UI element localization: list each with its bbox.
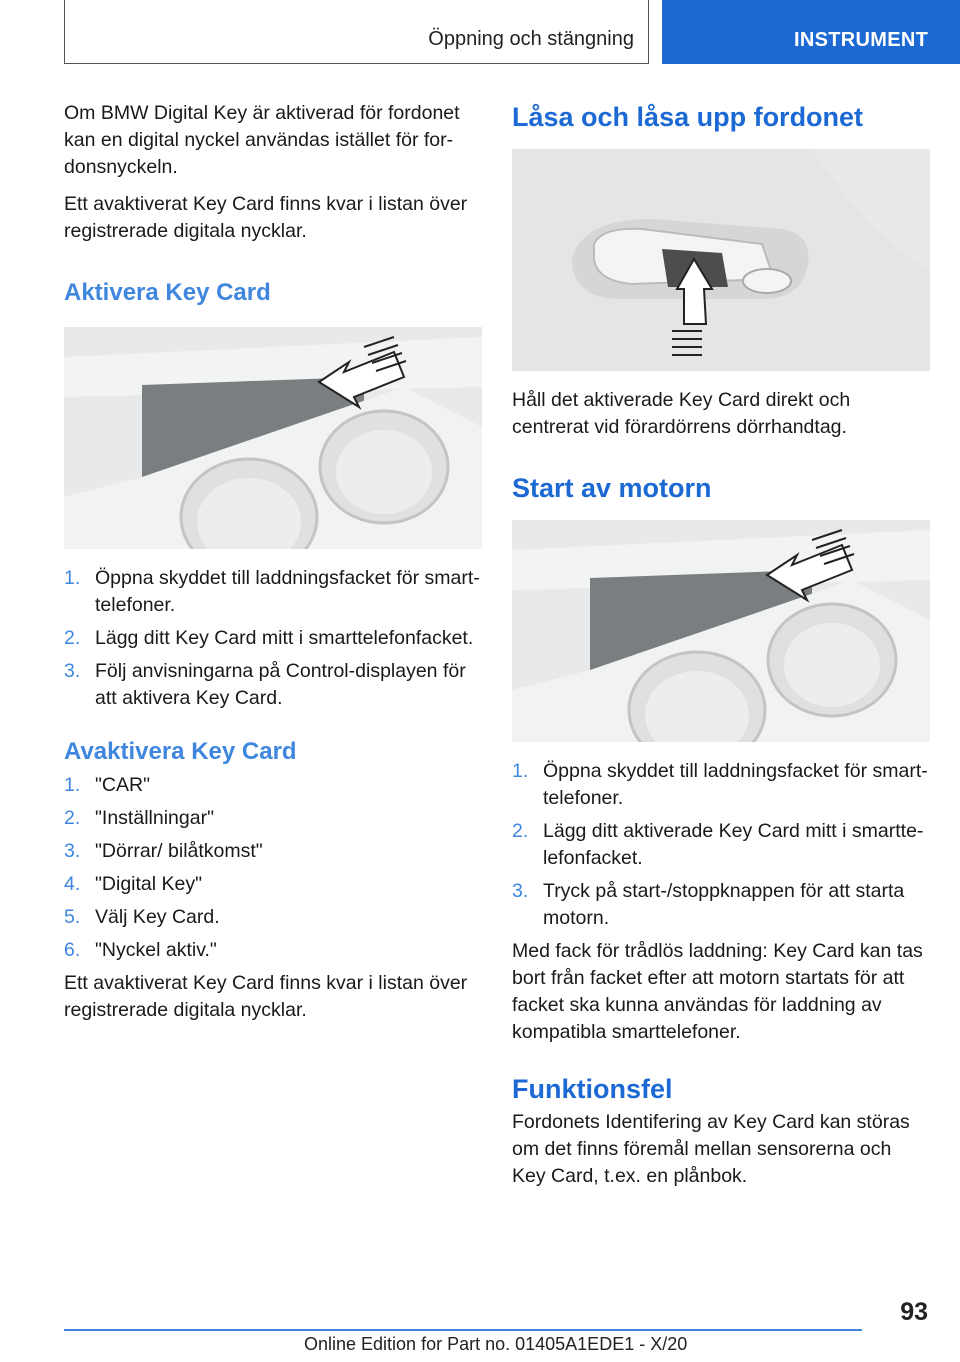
header-section-tab — [64, 0, 649, 64]
list-item: 6. "Nyckel aktiv." — [64, 939, 217, 961]
footer-edition: Online Edition for Part no. 01405A1EDE1 - X/20 — [304, 1334, 688, 1354]
outro-paragraph: Ett avaktiverat Key Card finns kvar i listan över registrerade digitala nycklar. — [64, 972, 468, 1021]
list-item: 1. "CAR" — [64, 774, 151, 796]
header-chapter-tab: INSTRUMENT — [662, 0, 960, 64]
header-section-title: Öppning och stängning — [428, 28, 634, 50]
right-column — [512, 100, 930, 1200]
list-item: 3. "Dörrar/ bilåtkomst" — [64, 840, 263, 862]
start-heading: Start av motorn — [512, 473, 712, 503]
list-item: 1. Öppna skyddet till laddningsfacket för smarttelefoner. — [64, 567, 480, 616]
list-item: 3. Följ anvisningarna på Control-displayen för att aktivera Key Card. — [64, 660, 466, 709]
list-item: 4. "Digital Key" — [64, 873, 203, 895]
intro-paragraph-2: Ett avaktiverat Key Card finns kvar i listan över registrerade digitala nycklar. — [64, 193, 468, 242]
start-note: Med fack för trådlös laddning: Key Card kan tas bort från facket efter att motorn startats för att facket ska kunna användas för laddning av kompatibla smarttelefoner. — [512, 940, 923, 1043]
page-number: 93 — [900, 1298, 928, 1326]
footer-divider — [64, 1329, 862, 1331]
deactivate-heading: Avaktivera Key Card — [64, 738, 297, 765]
list-item: 2. Lägg ditt aktiverade Key Card mitt i smarttelefonfacket. — [512, 820, 924, 869]
list-item: 3. Tryck på start-/stoppknappen för att starta motorn. — [512, 880, 905, 929]
activate-steps — [64, 565, 482, 712]
lock-paragraph: Håll det aktiverade Key Card direkt och centrerat vid förardörrens dörrhandtag. — [512, 389, 851, 438]
lock-heading: Låsa och låsa upp fordonet — [512, 102, 864, 132]
list-item: 1. Öppna skyddet till laddningsfacket för smarttelefoner. — [512, 760, 928, 809]
fault-paragraph: Fordonets Identifering av Key Card kan störas om det finns föremål mellan sensorerna och Key Card, t.ex. en plånbok. — [512, 1111, 910, 1187]
list-item: 5. Välj Key Card. — [64, 906, 220, 928]
intro-paragraph-1: Om BMW Digital Key är aktiverad för fordonet kan en digital nyckel användas istället för fordonsnyckeln. — [64, 102, 460, 178]
activate-heading: Aktivera Key Card — [64, 279, 271, 306]
charging-tray-illustration-2 — [512, 520, 930, 742]
list-item: 2. "Inställningar" — [64, 807, 214, 829]
left-column — [64, 100, 482, 1034]
start-steps — [512, 758, 930, 932]
list-item: 2. Lägg ditt Key Card mitt i smarttelefonfacket. — [64, 627, 474, 649]
charging-tray-illustration — [64, 327, 482, 549]
deactivate-steps — [64, 772, 482, 964]
fault-heading: Funktionsfel — [512, 1074, 673, 1104]
door-handle-illustration — [512, 149, 930, 371]
